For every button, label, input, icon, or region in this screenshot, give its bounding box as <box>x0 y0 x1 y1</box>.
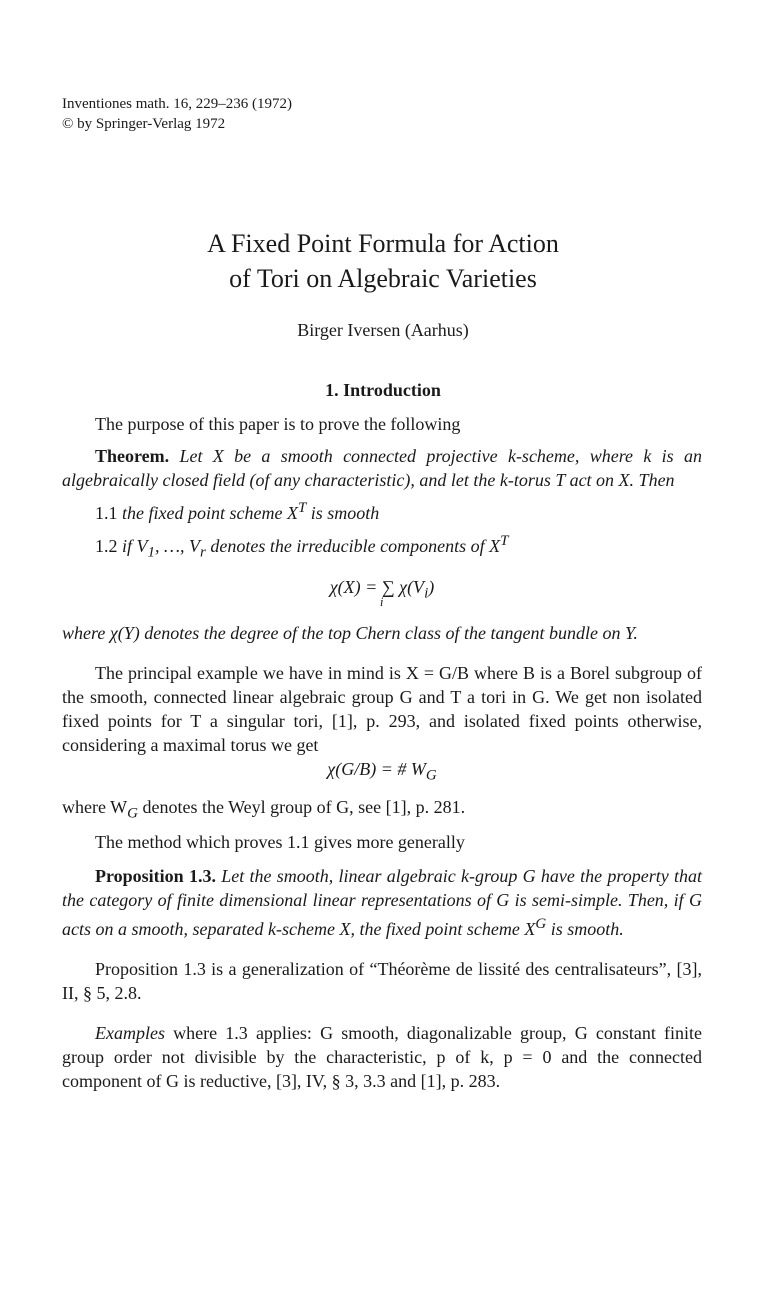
paper-body <box>62 412 702 1093</box>
proposition-text: Let the smooth, linear algebraic k-group G have the property that the category of finite dimensional linear representations of G is semi-simple. Then, if G acts on a smooth, separated k-scheme X, the fixed point scheme X <box>62 865 703 939</box>
examples-paragraph <box>62 1021 702 1093</box>
item-text-end: is smooth <box>306 503 380 523</box>
title-line-1: A Fixed Point Formula for Action <box>207 229 559 258</box>
formula-weyl <box>62 757 702 788</box>
generalization-paragraph: Proposition 1.3 is a generalization of “Théorème de lissité des centralisateurs”, [3], II, § 5, 2.8. <box>62 958 702 1003</box>
superscript: T <box>500 533 509 549</box>
weyl-pre: where W <box>62 797 128 818</box>
proposition-end: is smooth. <box>546 918 624 939</box>
sum-index: i <box>379 593 384 609</box>
subscript: r <box>200 544 206 561</box>
item-number: 1.2 <box>95 536 118 556</box>
item-pre: if V <box>122 536 148 556</box>
examples-label: Examples <box>95 1022 165 1043</box>
theorem-text: Let X be a smooth connected projective k-scheme, where k is an algebraically closed field (of any characteristic), and let the k-torus T act on X. Then <box>62 446 702 490</box>
proposition-statement <box>62 864 702 941</box>
formula-euler-characteristic <box>62 575 702 619</box>
proposition-label: Proposition 1.3. <box>95 865 216 886</box>
superscript: G <box>535 915 547 932</box>
theorem-item-2 <box>62 529 702 565</box>
item-number: 1.1 <box>95 503 118 523</box>
weyl-text: denotes the Weyl group of G, see [1], p. 281. <box>137 797 466 818</box>
method-paragraph: The method which proves 1.1 gives more generally <box>95 831 465 852</box>
theorem-where-clause: where χ(Y) denotes the degree of the top Chern class of the tangent bundle on Y. <box>62 622 638 643</box>
formula2-left: χ(G/B) = # W <box>327 758 426 779</box>
superscript: T <box>297 500 307 516</box>
theorem-label: Theorem. <box>95 446 170 466</box>
paper-title <box>0 226 766 296</box>
journal-citation: Inventiones math. 16, 229–236 (1972) <box>62 96 292 112</box>
author: Birger Iversen (Aarhus) <box>297 320 469 340</box>
theorem-statement <box>62 444 702 492</box>
subscript: G <box>127 805 138 822</box>
theorem-item-1 <box>62 496 702 525</box>
subscript: 1 <box>147 544 155 561</box>
formula-subscript: i <box>424 585 429 602</box>
formula-group <box>329 575 435 609</box>
journal-header <box>62 94 292 134</box>
title-line-2: of Tori on Algebraic Varieties <box>229 264 537 293</box>
item-mid: , …, V <box>155 536 200 556</box>
formula-right: ) <box>428 576 435 597</box>
copyright-line: © by Springer-Verlag 1972 <box>62 116 226 132</box>
item-text: denotes the irreducible components of X <box>205 536 501 556</box>
section-heading: 1. Introduction <box>325 380 441 400</box>
examples-text: where 1.3 applies: G smooth, diagonalizable group, G constant finite group order not divisible by the characteristic, p of k, p = 0 and the connected component of G is reductive, [3], IV, § 3, 3.3 and [1], p. 283. <box>62 1022 702 1091</box>
item-text: the fixed point scheme X <box>122 503 298 523</box>
intro-paragraph: The purpose of this paper is to prove the following <box>95 414 461 434</box>
weyl-paragraph <box>62 795 702 826</box>
formula2-subscript: G <box>425 767 437 784</box>
formula-left: χ(X) = ∑ χ(V <box>329 576 425 597</box>
principal-example-paragraph: The principal example we have in mind is X = G/B where B is a Borel subgroup of the smooth, connected linear algebraic group G and T a tori in G. We get non isolated fixed points for T a singular tori, [1], p. 293, and isolated fixed points otherwise, considering a maximal torus we get <box>62 662 702 755</box>
